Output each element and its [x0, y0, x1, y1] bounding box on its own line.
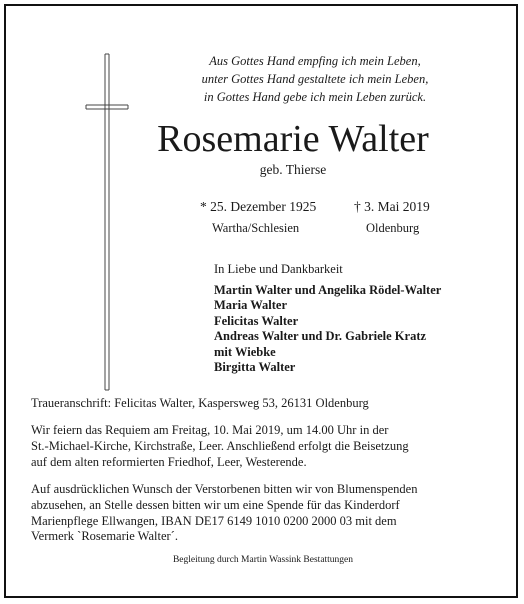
deceased-name: Rosemarie Walter [157, 118, 429, 160]
maiden-name: geb. Thierse [259, 162, 327, 177]
mourners-intro: In Liebe und Dankbarkeit [214, 262, 343, 276]
verse-line: unter Gottes Hand gestaltete ich mein Leben, [201, 72, 429, 86]
donation-line: Auf ausdrücklichen Wunsch der Verstorbenen bitten wir von Blumenspenden [31, 482, 418, 496]
mourners-list [214, 283, 441, 375]
service-line: St.-Michael-Kirche, Kirchstraße, Leer. Anschließend erfolgt die Beisetzung [31, 438, 409, 453]
donation-line: Vermerk `Rosemarie Walter´. [31, 529, 178, 544]
mourner: Felicitas Walter [214, 313, 299, 328]
verse [150, 52, 480, 106]
mourner: mit Wiebke [214, 344, 276, 359]
undertaker-credit: Begleitung durch Martin Wassink Bestattungen [172, 555, 354, 565]
mourner: Maria Walter [214, 298, 288, 313]
service-details [31, 423, 501, 470]
death-date: † 3. Mai 2019 [354, 199, 430, 214]
mourner: Andreas Walter und Dr. Gabriele Kratz [214, 329, 427, 344]
mourning-address [31, 396, 501, 412]
verse-line: Aus Gottes Hand empfing ich mein Leben, [209, 54, 421, 68]
donation-line: abzusehen, an Stelle dessen bitten wir um eine Spende für das Kinderdorf [31, 497, 400, 512]
donation-request [31, 482, 501, 545]
verse-line: in Gottes Hand gebe ich mein Leben zurück. [203, 90, 427, 104]
mourner: Birgitta Walter [214, 360, 296, 375]
mourner: Martin Walter und Angelika Rödel-Walter [214, 283, 442, 297]
donation-line: Marienpflege Ellwangen, IBAN DE17 6149 1010 0200 2000 03 mit dem [31, 513, 397, 528]
service-line: auf dem alten reformierten Friedhof, Leer, Westerende. [31, 454, 307, 469]
service-line: Wir feiern das Requiem am Freitag, 10. Mai 2019, um 14.00 Uhr in der [31, 423, 389, 437]
birth-date: * 25. Dezember 1925 [200, 199, 317, 214]
death-place: Oldenburg [366, 221, 420, 235]
address-line: Traueranschrift: Felicitas Walter, Kaspersweg 53, 26131 Oldenburg [31, 396, 369, 410]
birth-place: Wartha/Schlesien [212, 221, 300, 235]
